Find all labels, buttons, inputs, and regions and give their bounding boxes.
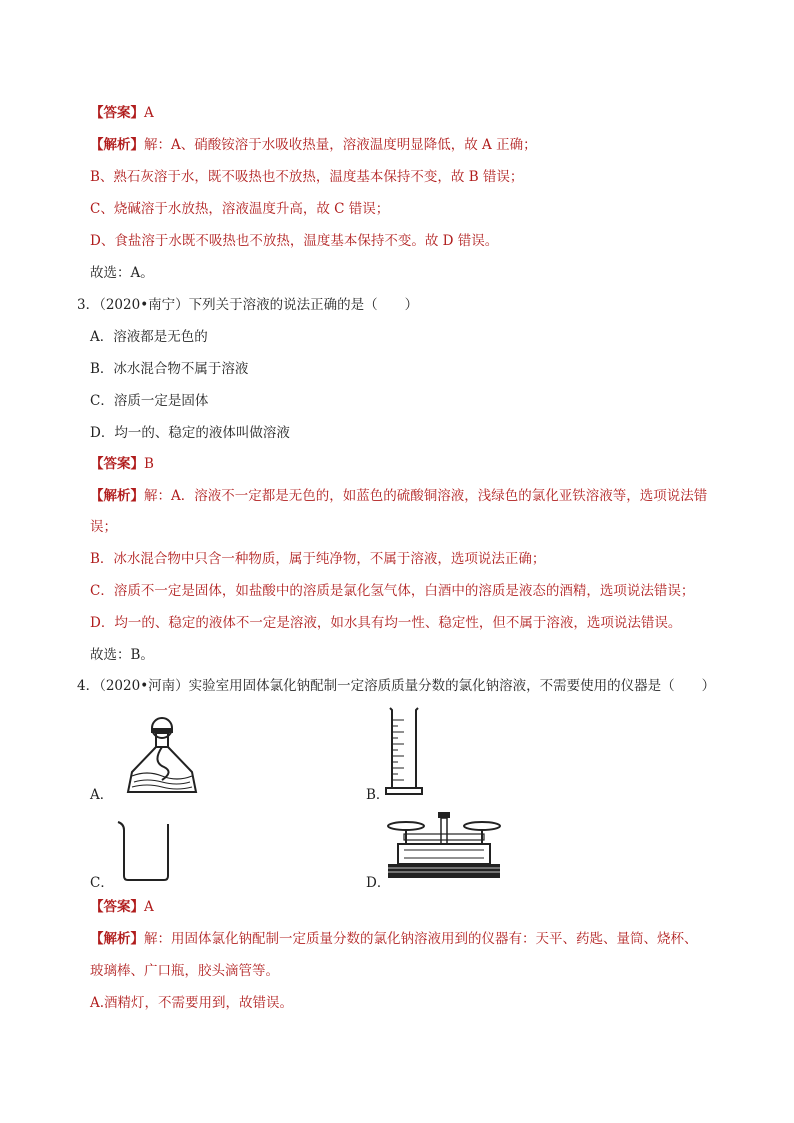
answer-value: A <box>144 105 154 121</box>
analysis-tag: 【解析】 <box>90 931 144 947</box>
q2-analysis-line-4: D、食盐溶于水既不吸热也不放热，温度基本保持不变。故 D 错误。 <box>90 233 499 249</box>
analysis-tag: 【解析】 <box>90 488 144 504</box>
q2-analysis-line-3: C、烧碱溶于水放热，溶液温度升高，故 C 错误； <box>90 201 390 217</box>
q3-analysis-line-1: 【解析】解：A．溶液不一定都是无色的，如蓝色的硫酸铜溶液，浅绿色的氯化亚铁溶液等，选项说法错 <box>90 488 708 504</box>
analysis-tag: 【解析】 <box>90 137 144 153</box>
q3-option-d: D．均一的、稳定的液体叫做溶液 <box>90 425 290 441</box>
q3-option-a: A．溶液都是无色的 <box>90 329 208 345</box>
q4-answer-line <box>90 898 154 916</box>
alcohol-lamp-image <box>122 712 202 796</box>
graduated-cylinder-image <box>384 706 424 796</box>
q2-conclusion: 故选：A。 <box>90 265 154 281</box>
q3-option-c: C．溶质一定是固体 <box>90 393 209 409</box>
q3-analysis-line-5: D．均一的、稳定的液体不一定是溶液，如水具有均一性、稳定性，但不属于溶液，选项说法错误。 <box>90 615 682 631</box>
q3-analysis-line-2: 误； <box>90 519 117 535</box>
q3-conclusion: 故选：B。 <box>90 647 154 663</box>
beaker-image <box>114 818 178 882</box>
q4-option-c-label: C． <box>90 875 114 891</box>
answer-tag: 【答案】 <box>90 105 144 121</box>
q4-option-a-label: A． <box>90 787 114 803</box>
q4-stem: 4．（2020•河南）实验室用固体氯化钠配制一定溶质质量分数的氯化钠溶液，不需要使用的仪器是（ ） <box>77 678 716 694</box>
answer-value: A <box>144 899 154 915</box>
answer-value: B <box>144 456 154 472</box>
q4-option-b-label: B． <box>366 787 390 803</box>
q4-option-d-label: D． <box>366 875 391 891</box>
q2-analysis-line-2: B、熟石灰溶于水，既不吸热也不放热，温度基本保持不变，故 B 错误； <box>90 169 524 185</box>
q4-analysis-line-1: 【解析】解：用固体氯化钠配制一定质量分数的氯化钠溶液用到的仪器有：天平、药匙、量筒、烧杯、 <box>90 931 698 947</box>
q4-analysis-line-2: 玻璃棒、广口瓶，胶头滴管等。 <box>90 963 279 979</box>
q2-answer-line <box>90 104 154 122</box>
q2-analysis-line-1: 【解析】解：A、硝酸铵溶于水吸收热量，溶液温度明显降低，故 A 正确； <box>90 137 537 153</box>
answer-tag: 【答案】 <box>90 899 144 915</box>
q3-analysis-line-4: C．溶质不一定是固体，如盐酸中的溶质是氯化氢气体，白酒中的溶质是液态的酒精，选项说法错误； <box>90 583 695 599</box>
q3-option-b: B．冰水混合物不属于溶液 <box>90 361 249 377</box>
q4-analysis-line-3: A.酒精灯，不需要用到，故错误。 <box>90 995 294 1011</box>
answer-tag: 【答案】 <box>90 456 144 472</box>
balance-scale-image <box>384 810 504 884</box>
q3-analysis-line-3: B．冰水混合物中只含一种物质，属于纯净物，不属于溶液，选项说法正确； <box>90 551 546 567</box>
q3-answer-line <box>90 455 154 473</box>
q3-stem: 3．（2020•南宁）下列关于溶液的说法正确的是（ ） <box>77 297 419 313</box>
